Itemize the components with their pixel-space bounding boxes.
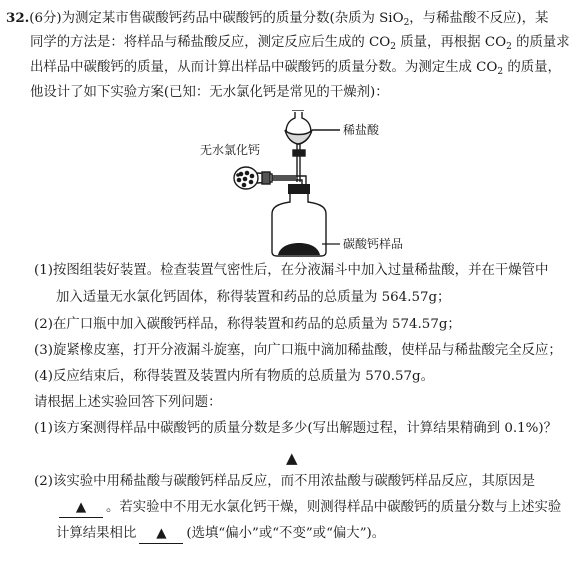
question-2-text-b: 。若实验中不用无水氯化钙干燥，则测得样品中碳酸钙的质量分数与上述实验 [106, 500, 562, 515]
answer-mark-q1: ▲ [286, 449, 298, 467]
intro-line-3 [30, 56, 561, 84]
step-3: (3)旋紧橡皮塞，打开分液漏斗旋塞，向广口瓶中滴加稀盐酸，使样品与稀盐酸完全反应； [34, 343, 562, 358]
step-1-line-1: (1)按图组装好装置。检查装置气密性后，在分液漏斗中加入过量稀盐酸，并在干燥管中 [34, 263, 549, 278]
question-2-line-1: (2)该实验中用稀盐酸与碳酸钙样品反应，而不用浓盐酸与碳酸钙样品反应，其原因是 [34, 474, 536, 489]
questions-prompt: 请根据上述实验回答下列问题： [34, 395, 222, 410]
answer-blank-1[interactable]: ▲ [59, 499, 103, 518]
label-sample: 碳酸钙样品 [343, 237, 404, 251]
intro-text-3b: 的质量， [503, 60, 561, 75]
rubber-stopper [288, 184, 310, 194]
step-4: (4)反应结束后，称得装置及装置内所有物质的总质量为 570.57g。 [34, 369, 435, 384]
intro-text-2a: 同学的方法是：将样品与稀盐酸反应，测定反应后生成的 CO [30, 35, 391, 50]
intro-text-2c: 的质量求 [511, 35, 570, 50]
intro-text-2b: 质量，再根据 CO [395, 35, 507, 50]
question-number: 32. [6, 10, 30, 26]
step-2: (2)在广口瓶中加入碳酸钙样品，称得装置和药品的总质量为 574.57g； [34, 317, 461, 332]
question-2-text-c: 计算结果相比 [56, 526, 137, 541]
intro-line-2 [30, 31, 570, 59]
subscript: 2 [506, 42, 512, 52]
subscript: 2 [390, 42, 396, 52]
label-dilute-hcl: 稀盐酸 [343, 123, 380, 137]
subscript: 2 [403, 18, 410, 28]
intro-line-4: 他设计了如下实验方案(已知：无水氯化钙是常见的干燥剂)： [30, 85, 389, 100]
separatory-funnel [285, 110, 340, 182]
step-1-line-2: 加入适量无水氯化钙固体，称得装置和药品的总质量为 564.57g； [56, 290, 451, 305]
intro-text-1a: 为测定某市售碳酸钙药品中碳酸钙的质量分数(杂质为 SiO [61, 11, 404, 26]
question-2-line-2 [56, 496, 561, 520]
question-2-line-3 [56, 522, 385, 546]
intro-text-1b: ，与稀盐酸不反应)，某 [409, 11, 549, 26]
label-anhydrous-cacl2: 无水氯化钙 [200, 143, 261, 157]
subscript: 2 [497, 67, 504, 77]
question-points: (6分) [29, 11, 62, 26]
intro-text-3a: 出样品中碳酸钙的质量，从而计算出样品中碳酸钙的质量分数。为测定生成 CO [30, 60, 498, 75]
answer-blank-2[interactable]: ▲ [139, 525, 183, 544]
apparatus-diagram [200, 110, 580, 260]
question-1: (1)该方案测得样品中碳酸钙的质量分数是多少(写出解题过程，计算结果精确到 0.1%)？ [34, 421, 557, 436]
question-2-text-d: (选填“偏小”或“不变”或“偏大”)。 [186, 526, 386, 541]
